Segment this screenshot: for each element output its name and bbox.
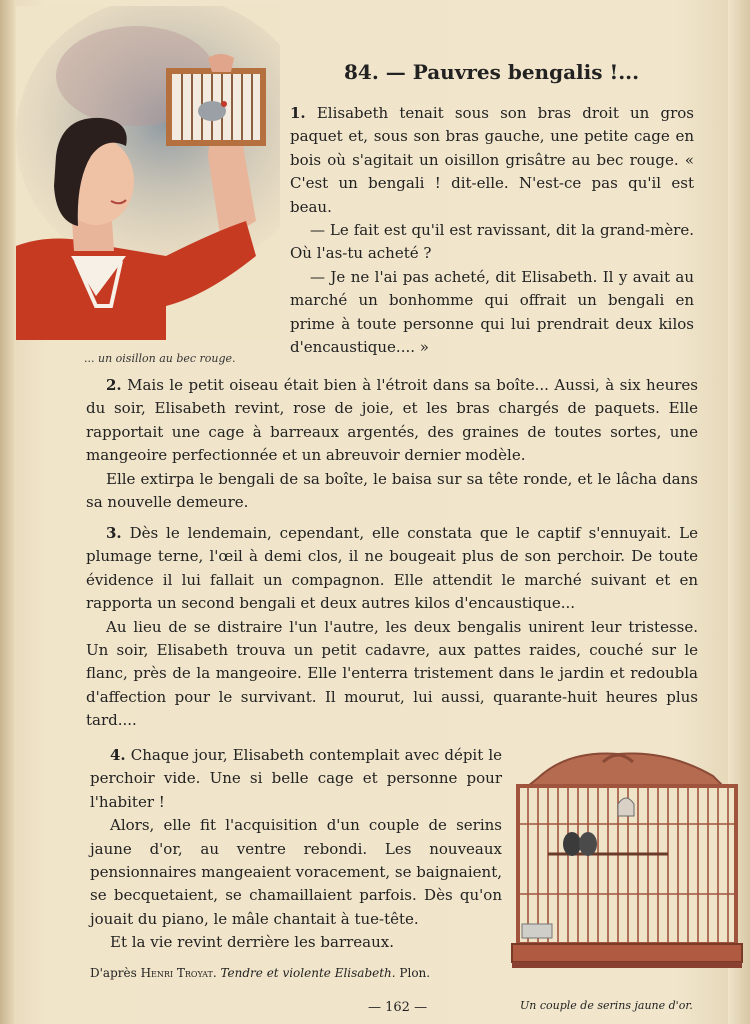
paragraph-2	[86, 374, 698, 514]
paragraph-4-number: 4.	[110, 746, 126, 764]
paragraph-4-continuation: Alors, elle fit l'acquisition d'un couple de serins jaune d'or, au ventre rebondi. Les nouveaux pensionnaires mangeaient voracement, se baignaient, se becquetaient, se chamaillaient parfois. Dès qu'on jouait du piano, le mâle chantait à tue-tête.	[90, 816, 502, 928]
paragraph-4-closing-line: Et la vie revint derrière les barreaux.	[110, 933, 394, 952]
paragraph-4-text: Chaque jour, Elisabeth contemplait avec dépit le perchoir vide. Une si belle cage et personne pour l'habiter !	[90, 746, 502, 811]
attribution-publisher: Plon.	[399, 966, 431, 980]
paragraph-3	[86, 522, 698, 733]
paragraph-1-dialogue-1: — Le fait est qu'il est ravissant, dit la grand-mère. Où l'as-tu acheté ?	[290, 221, 694, 263]
page-number: — 162 —	[368, 1000, 428, 1015]
paragraph-3-number: 3.	[106, 524, 122, 542]
attribution-author: Henri Troyat.	[140, 966, 217, 980]
paragraph-3-text: Dès le lendemain, cependant, elle constata que le captif s'ennuyait. Le plumage terne, l'œil à demi clos, il ne bougeait plus de son perchoir. De toute évidence il lui fallait un compagnon. Elle attendit le marché suivant et en rapporta un second bengali et deux autres kilos d'encaustique...	[86, 524, 698, 613]
attribution-prefix: D'après	[90, 966, 137, 980]
paragraph-1-number: 1.	[290, 104, 306, 122]
girl-with-cage-illustration	[16, 6, 280, 340]
chapter-title: 84. — Pauvres bengalis !...	[344, 60, 640, 84]
paragraph-1	[290, 102, 694, 359]
paragraph-1-text: Elisabeth tenait sous son bras droit un gros paquet et, sous son bras gauche, une petite cage en bois où s'agitait un oisillon grisâtre au bec rouge. « C'est un bengali ! dit-elle. N'est-ce pas qu'il est beau.	[290, 104, 694, 216]
page-spine-shadow	[0, 0, 14, 1024]
paragraph-1-dialogue-2: — Je ne l'ai pas acheté, dit Elisabeth. Il y avait au marché un bonhomme qui offrait un bengali en prime à toute personne qui lui prendrait deux kilos d'encaustique.... »	[290, 267, 694, 357]
birdcage-illustration	[508, 744, 744, 972]
attribution-work: Tendre et violente Elisabeth.	[220, 966, 396, 980]
source-attribution	[90, 966, 430, 980]
bottom-illustration-caption: Un couple de serins jaune d'or.	[520, 999, 693, 1012]
paragraph-4	[90, 744, 502, 955]
paragraph-2-text: Mais le petit oiseau était bien à l'étroit dans sa boîte... Aussi, à six heures du soir, Elisabeth revint, rose de joie, et les bras chargés de paquets. Elle rapportait une cage à barreaux argentés, des graines de toutes sortes, une mangeoire perfectionnée et un abreuvoir dernier modèle.	[86, 376, 698, 465]
paragraph-2-continuation: Elle extirpa le bengali de sa boîte, le baisa sur sa tête ronde, et le lâcha dans sa nouvelle demeure.	[86, 469, 698, 512]
paragraph-3-continuation: Au lieu de se distraire l'un l'autre, les deux bengalis unirent leur tristesse. Un soir, Elisabeth trouva un petit cadavre, aux pattes raides, couché sur le flanc, près de la mangeoire. Elle l'enterra tristement dans le jardin et redoubla d'affection pour le survivant. Il mourut, lui aussi, quarante-huit heures plus tard....	[86, 617, 698, 730]
top-illustration-caption: ... un oisillon au bec rouge.	[84, 352, 236, 365]
paragraph-2-number: 2.	[106, 376, 122, 394]
